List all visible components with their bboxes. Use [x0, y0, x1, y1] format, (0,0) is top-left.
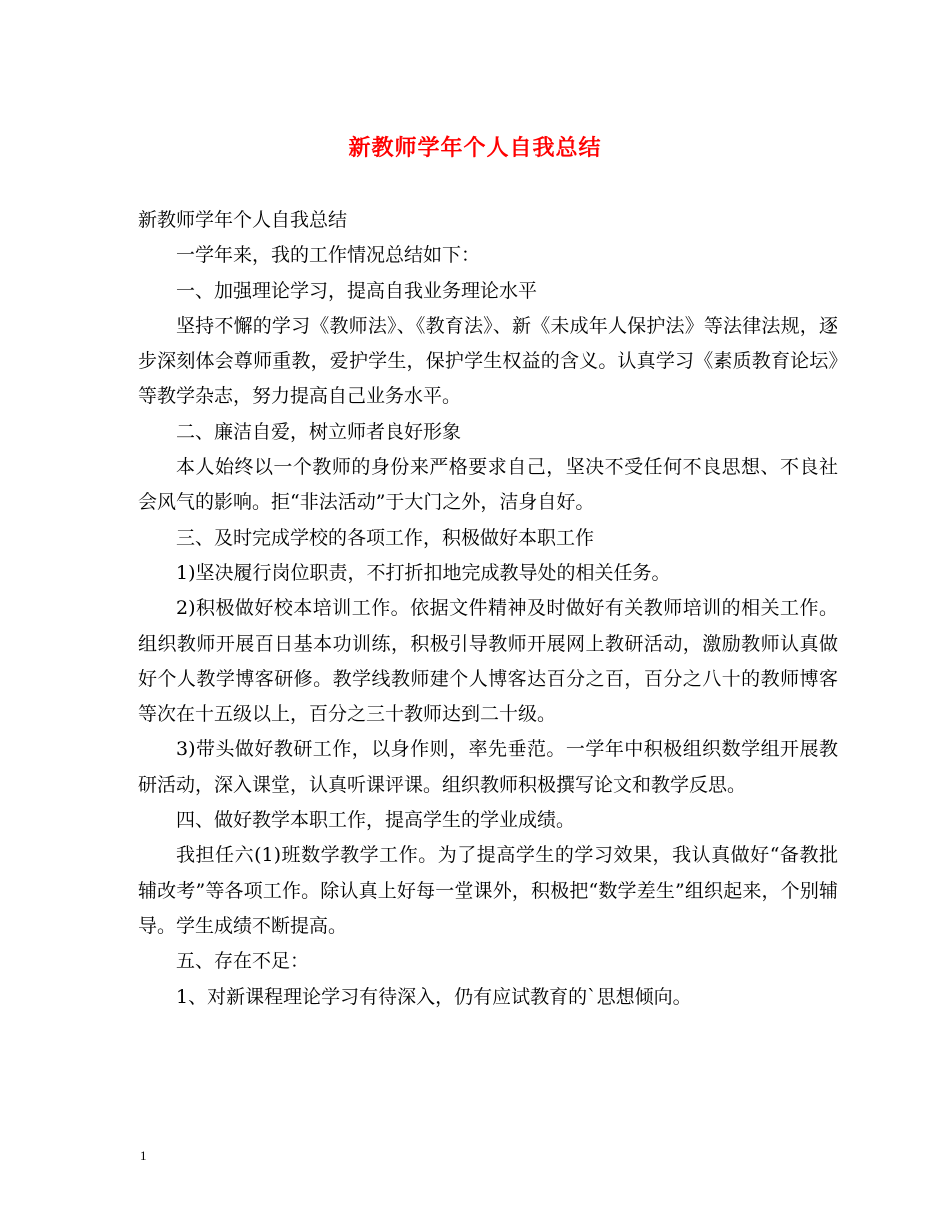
- paragraph-section-1: 坚持不懈的学习《教师法》、《教育法》、新《未成年人保护法》等法律法规，逐步深刻体会尊师重教，爱护学生，保护学生权益的含义。认真学习《素质教育论坛》等教学杂志，努力提高自己业务水平。: [138, 314, 838, 408]
- page-number: 1: [140, 1148, 147, 1163]
- paragraph-item-2: 2)积极做好校本培训工作。依据文件精神及时做好有关教师培训的相关工作。组织教师开展百日基本功训练，积极引导教师开展网上教研活动，激励教师认真做好个人教学博客研修。教学线教师建个人博客达百分之百，百分之八十的教师博客等次在十五级以上，百分之三十教师达到二十级。: [138, 597, 838, 726]
- section-heading-5: 五、存在不足：: [176, 950, 310, 973]
- paragraph-section-2: 本人始终以一个教师的身份来严格要求自己，坚决不受任何不良思想、不良社会风气的影响。拒“非法活动”于大门之外，洁身自好。: [138, 456, 838, 514]
- section-heading-2: 二、廉洁自爱，树立师者良好形象: [176, 420, 462, 443]
- document-title: 新教师学年个人自我总结: [348, 135, 602, 161]
- paragraph-shortcoming-1: 1、对新课程理论学习有待深入，仍有应试教育的`思想倾向。: [176, 985, 692, 1008]
- section-heading-4: 四、做好教学本职工作，提高学生的学业成绩。: [176, 809, 576, 832]
- section-heading-1: 一、加强理论学习，提高自我业务理论水平: [176, 279, 538, 302]
- section-heading-3: 三、及时完成学校的各项工作，积极做好本职工作: [176, 526, 595, 549]
- paragraph-intro: 一学年来，我的工作情况总结如下：: [176, 244, 481, 267]
- paragraph-section-4: 我担任六(1)班数学教学工作。为了提高学生的学习效果，我认真做好“备教批辅改考”等各项工作。除认真上好每一堂课外，积极把“数学差生”组织起来，个别辅导。学生成绩不断提高。: [138, 844, 838, 937]
- paragraph-heading: 新教师学年个人自我总结: [138, 209, 348, 231]
- document-body: [138, 203, 838, 1015]
- paragraph-item-1: 1)坚决履行岗位职责，不打折扣地完成教导处的相关任务。: [176, 561, 671, 584]
- paragraph-item-3: 3)带头做好教研工作，以身作则，率先垂范。一学年中积极组织数学组开展教研活动，深入课堂，认真听课评课。组织教师积极撰写论文和教学反思。: [138, 738, 838, 796]
